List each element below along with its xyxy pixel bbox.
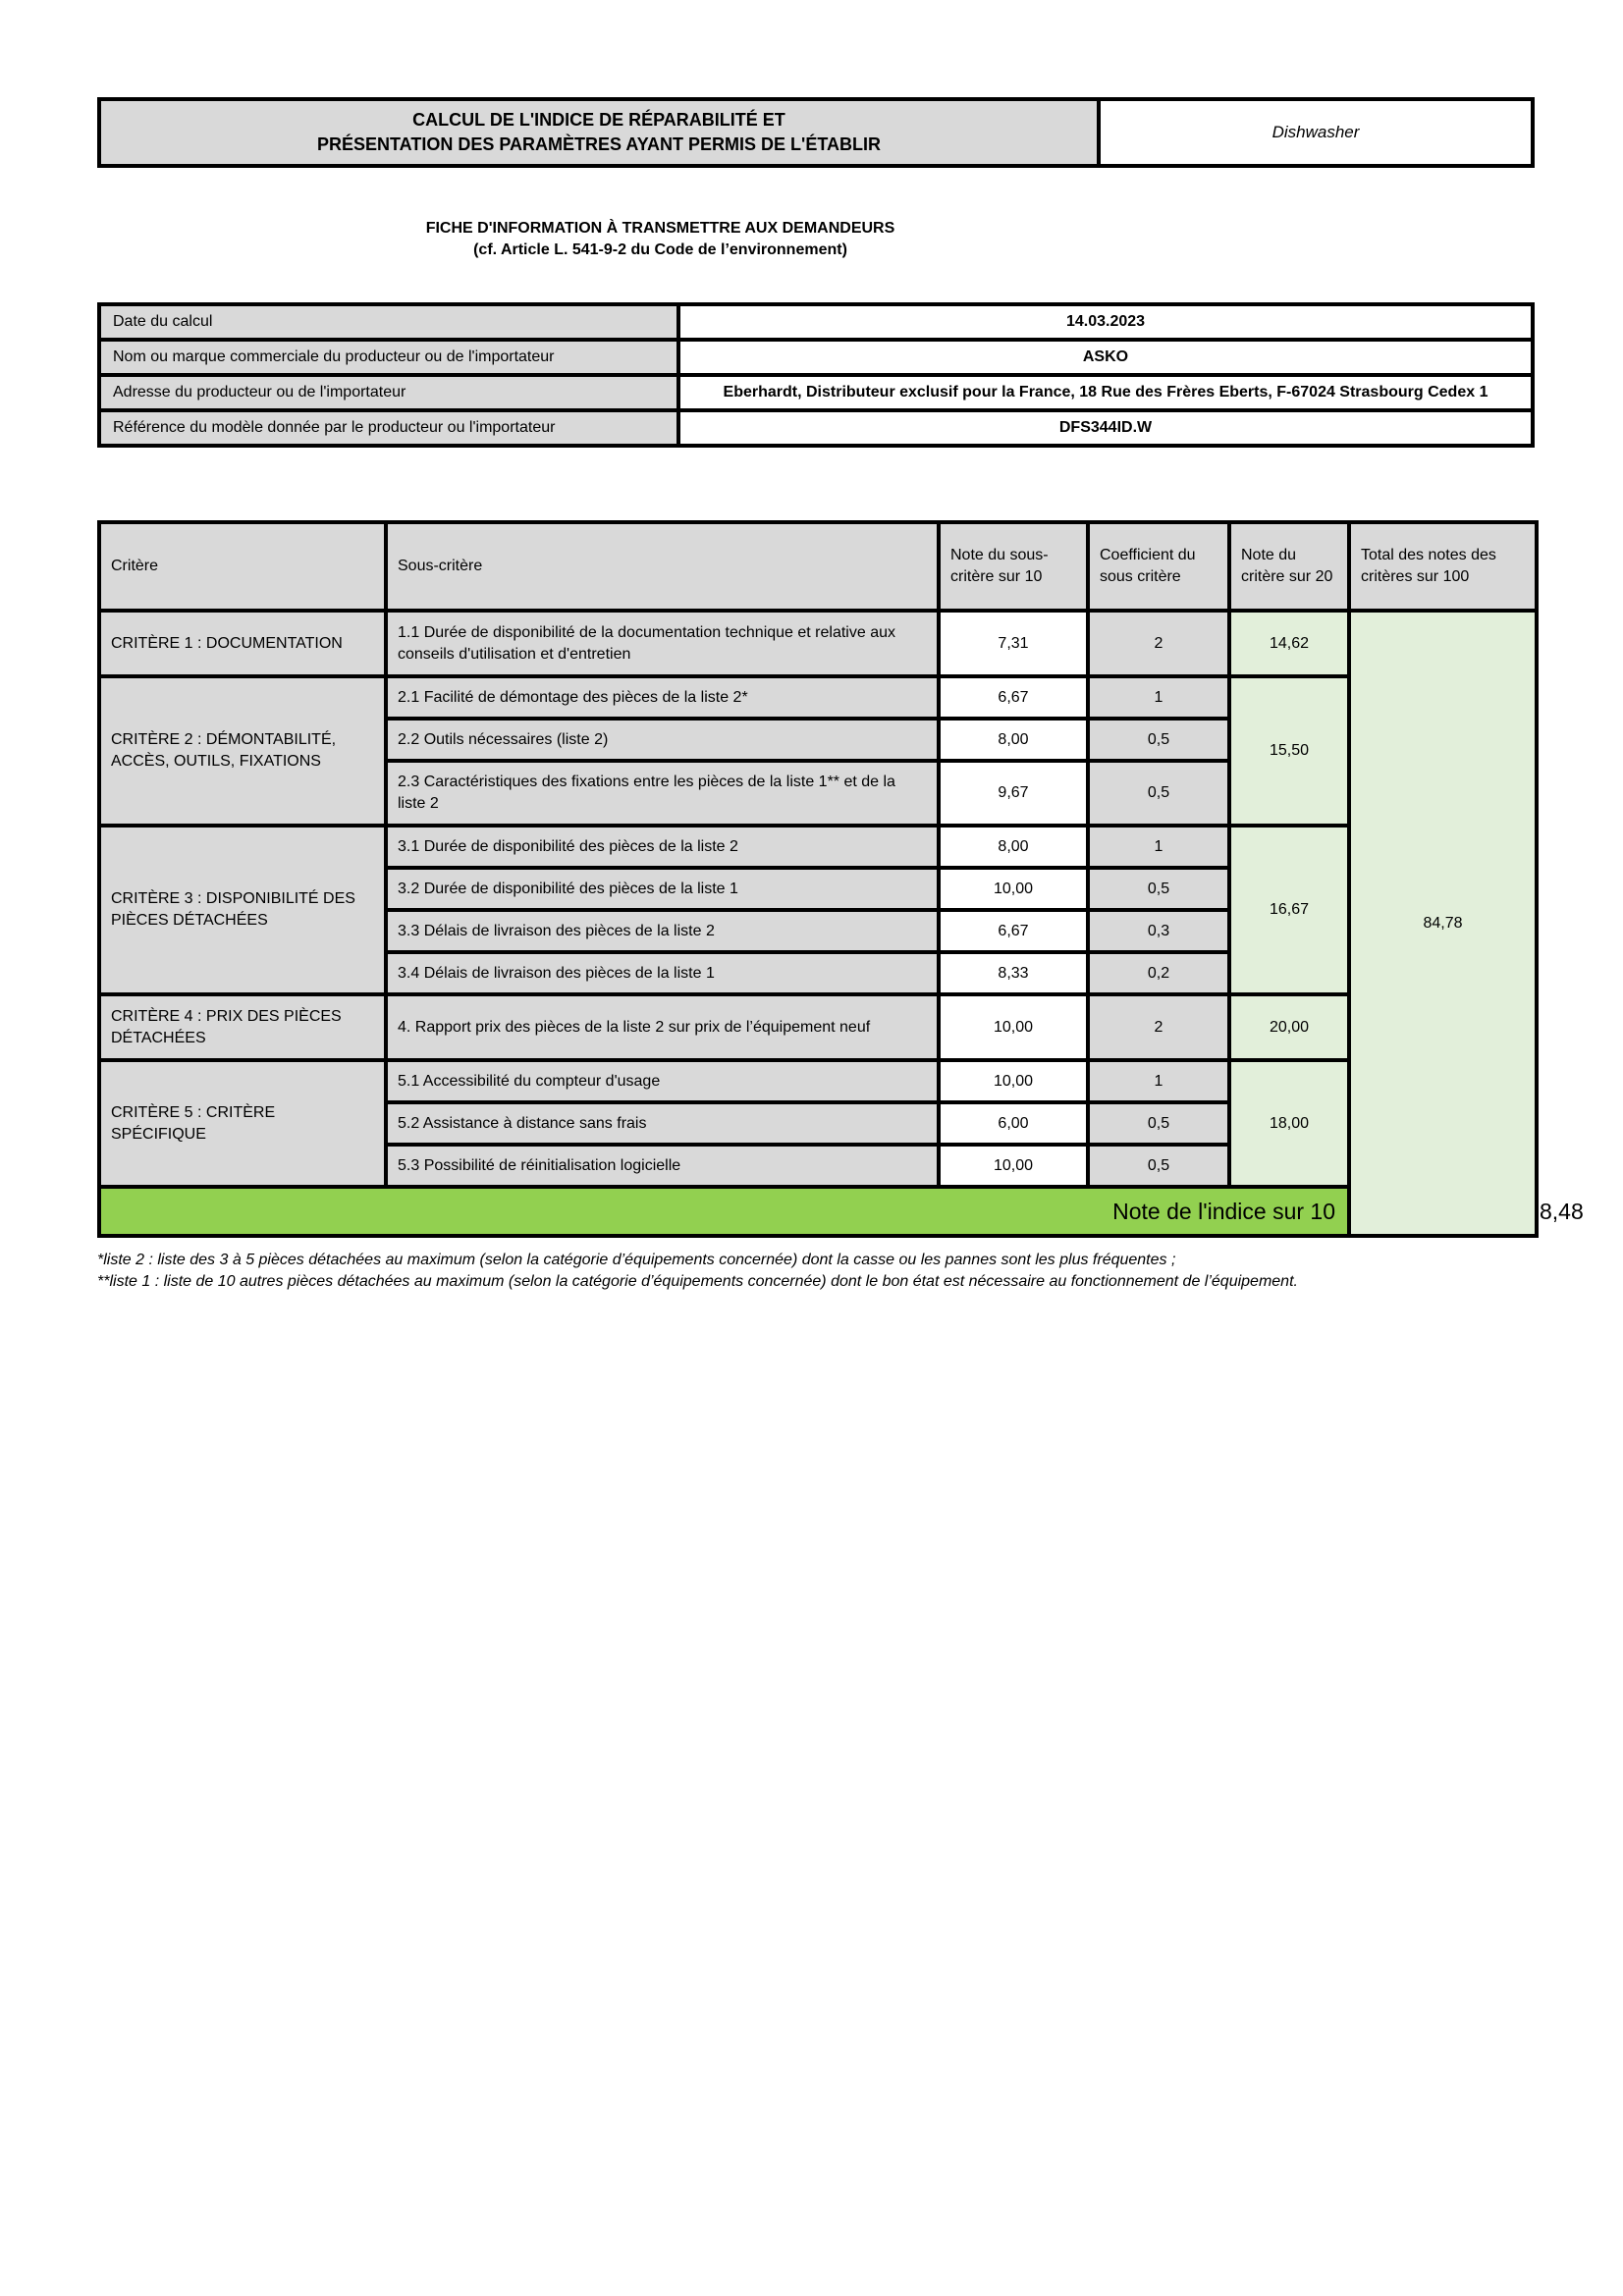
subcriterion-label: 1.1 Durée de disponibilité de la documentation technique et relative aux conseils d'utilisation et d'entretien <box>386 611 939 676</box>
info-label: Adresse du producteur ou de l'importateur <box>99 375 678 410</box>
subcriterion-coef: 0,5 <box>1088 1102 1229 1145</box>
table-header-row <box>99 522 1537 611</box>
subcriterion-note: 10,00 <box>939 1145 1088 1187</box>
subcriterion-note: 8,33 <box>939 952 1088 994</box>
subcriterion-label: 5.2 Assistance à distance sans frais <box>386 1102 939 1145</box>
info-table <box>97 302 1535 448</box>
criterion-name: CRITÈRE 3 : DISPONIBILITÉ DES PIÈCES DÉTACHÉES <box>99 826 386 994</box>
info-row <box>99 410 1533 446</box>
subcriterion-label: 5.3 Possibilité de réinitialisation logicielle <box>386 1145 939 1187</box>
subcriterion-note: 6,67 <box>939 910 1088 952</box>
criterion-name: CRITÈRE 4 : PRIX DES PIÈCES DÉTACHÉES <box>99 994 386 1060</box>
table-row <box>99 611 1537 676</box>
subcriterion-coef: 1 <box>1088 826 1229 868</box>
criterion-score: 14,62 <box>1229 611 1349 676</box>
info-label: Nom ou marque commerciale du producteur ou de l'importateur <box>99 340 678 375</box>
info-row <box>99 340 1533 375</box>
criterion-score: 18,00 <box>1229 1060 1349 1187</box>
subcriterion-label: 5.1 Accessibilité du compteur d'usage <box>386 1060 939 1102</box>
header-total: Total des notes des critères sur 100 <box>1349 522 1537 611</box>
header-sous-critere: Sous-critère <box>386 522 939 611</box>
info-value: Eberhardt, Distributeur exclusif pour la France, 18 Rue des Frères Eberts, F-67024 Strasbourg Cedex 1 <box>678 375 1533 410</box>
final-score-row: Note de l'indice sur 10 8,48 <box>99 1187 1537 1236</box>
subcriterion-label: 3.3 Délais de livraison des pièces de la liste 2 <box>386 910 939 952</box>
table-row <box>99 1060 1537 1102</box>
subcriterion-note: 10,00 <box>939 994 1088 1060</box>
subcriterion-label: 3.1 Durée de disponibilité des pièces de la liste 2 <box>386 826 939 868</box>
header-note-critere: Note du critère sur 20 <box>1229 522 1349 611</box>
header-critere: Critère <box>99 522 386 611</box>
header-box <box>97 97 1535 168</box>
criterion-name: CRITÈRE 1 : DOCUMENTATION <box>99 611 386 676</box>
subcriterion-coef: 0,3 <box>1088 910 1229 952</box>
subcriterion-note: 7,31 <box>939 611 1088 676</box>
info-row <box>99 375 1533 410</box>
repairability-table <box>97 520 1584 1238</box>
subcriterion-coef: 0,5 <box>1088 868 1229 910</box>
criterion-name: CRITÈRE 5 : CRITÈRE SPÉCIFIQUE <box>99 1060 386 1187</box>
subcriterion-coef: 0,5 <box>1088 1145 1229 1187</box>
subcriterion-label: 3.4 Délais de livraison des pièces de la liste 1 <box>386 952 939 994</box>
subcriterion-note: 10,00 <box>939 868 1088 910</box>
subcriterion-label: 4. Rapport prix des pièces de la liste 2 sur prix de l’équipement neuf <box>386 994 939 1060</box>
subcriterion-note: 9,67 <box>939 761 1088 826</box>
info-label: Date du calcul <box>99 304 678 340</box>
subcriterion-note: 6,67 <box>939 676 1088 719</box>
subcriterion-coef: 1 <box>1088 1060 1229 1102</box>
final-score-label: Note de l'indice sur 10 <box>99 1187 1349 1236</box>
footnotes <box>97 1250 1535 1293</box>
subcriterion-label: 2.1 Facilité de démontage des pièces de la liste 2* <box>386 676 939 719</box>
info-value: 14.03.2023 <box>678 304 1533 340</box>
subcriterion-note: 8,00 <box>939 826 1088 868</box>
subcriterion-note: 6,00 <box>939 1102 1088 1145</box>
footnote-list-2: *liste 2 : liste des 3 à 5 pièces détachées au maximum (selon la catégorie d’équipements concernée) dont la casse ou les pannes sont les plus fréquentes ; <box>97 1252 1176 1268</box>
subcriterion-coef: 1 <box>1088 676 1229 719</box>
subcriterion-label: 3.2 Durée de disponibilité des pièces de la liste 1 <box>386 868 939 910</box>
info-row <box>99 304 1533 340</box>
subcriterion-coef: 0,5 <box>1088 719 1229 761</box>
subcriterion-coef: 2 <box>1088 994 1229 1060</box>
criterion-score: 16,67 <box>1229 826 1349 994</box>
info-value: DFS344ID.W <box>678 410 1533 446</box>
header-title-line1: CALCUL DE L'INDICE DE RÉPARABILITÉ ET <box>412 110 785 130</box>
info-label: Référence du modèle donnée par le producteur ou l'importateur <box>99 410 678 446</box>
total-score: 84,78 <box>1349 611 1537 1236</box>
header-coefficient: Coefficient du sous critère <box>1088 522 1229 611</box>
subcriterion-label: 2.3 Caractéristiques des fixations entre les pièces de la liste 1** et de la liste 2 <box>386 761 939 826</box>
fiche-line2: (cf. Article L. 541-9-2 du Code de l’environnement) <box>473 241 847 258</box>
subcriterion-note: 10,00 <box>939 1060 1088 1102</box>
table-row <box>99 676 1537 719</box>
table-row <box>99 826 1537 868</box>
subcriterion-label: 2.2 Outils nécessaires (liste 2) <box>386 719 939 761</box>
footnote-list-1: **liste 1 : liste de 10 autres pièces détachées au maximum (selon la catégorie d’équipements concernée) dont le bon état est nécessaire au fonctionnement de l’équipement. <box>97 1273 1298 1290</box>
subcriterion-coef: 0,2 <box>1088 952 1229 994</box>
subcriterion-coef: 2 <box>1088 611 1229 676</box>
product-type: Dishwasher <box>1271 123 1360 141</box>
subcriterion-note: 8,00 <box>939 719 1088 761</box>
fiche-heading <box>334 218 987 261</box>
fiche-line1: FICHE D'INFORMATION À TRANSMETTRE AUX DEMANDEURS <box>425 220 895 237</box>
criterion-name: CRITÈRE 2 : DÉMONTABILITÉ, ACCÈS, OUTILS, FIXATIONS <box>99 676 386 826</box>
header-title <box>101 101 1101 164</box>
info-value: ASKO <box>678 340 1533 375</box>
criterion-score: 20,00 <box>1229 994 1349 1060</box>
header-note-sous-critere: Note du sous-critère sur 10 <box>939 522 1088 611</box>
criterion-score: 15,50 <box>1229 676 1349 826</box>
subcriterion-coef: 0,5 <box>1088 761 1229 826</box>
table-row <box>99 994 1537 1060</box>
header-title-line2: PRÉSENTATION DES PARAMÈTRES AYANT PERMIS DE L'ÉTABLIR <box>316 134 881 154</box>
